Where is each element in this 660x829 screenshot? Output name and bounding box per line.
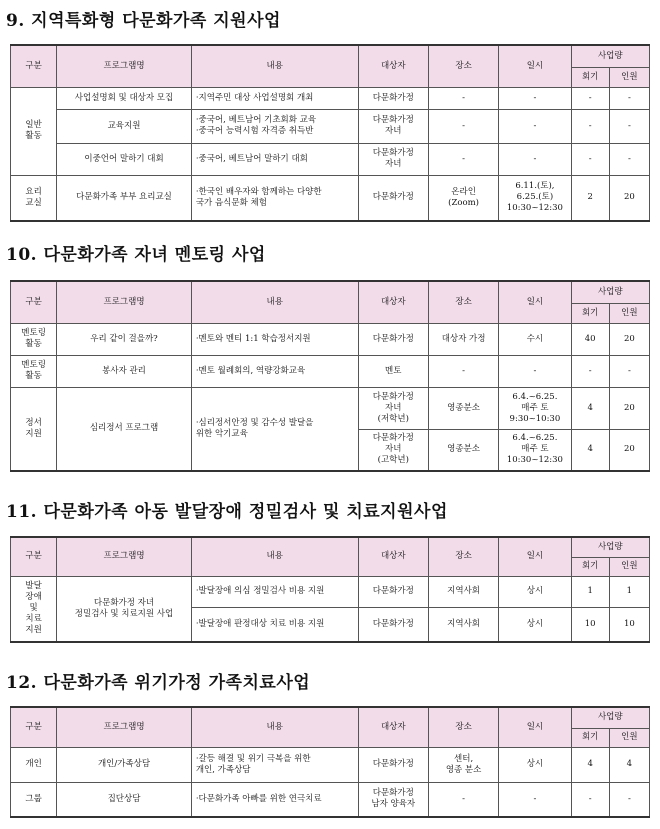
cell-place: 지역사회	[428, 607, 498, 642]
table-row	[11, 323, 650, 355]
cell-target: 멘토	[358, 355, 428, 387]
cell-cat: 멘토링 활동	[11, 323, 57, 355]
cell-content: ·멘토와 멘티 1:1 학습정서지원	[191, 323, 358, 355]
cell-target: 다문화가정	[358, 747, 428, 782]
cell-date: 6.4.~6.25. 매주 토 10:30~12:30	[499, 429, 571, 471]
cell-content: ·중국어, 베트남어 기초회화 교육 ·중국어 능력시험 자격증 취득반	[191, 109, 358, 143]
cell-sessions: -	[571, 87, 609, 109]
cell-prog: 봉사자 관리	[57, 355, 192, 387]
cell-content: ·지역주민 대상 사업설명회 개최	[191, 87, 358, 109]
cell-target: 다문화가정	[358, 576, 428, 607]
cell-people: 4	[609, 747, 649, 782]
cell-target: 다문화가정 자녀	[358, 143, 428, 175]
header-amount: 사업량	[571, 537, 649, 557]
cell-people: 1	[609, 576, 649, 607]
section-12-table	[10, 706, 650, 818]
header-date: 일시	[499, 537, 571, 576]
cell-people: 20	[609, 429, 649, 471]
cell-date: -	[499, 355, 571, 387]
cell-sessions: -	[571, 782, 609, 817]
header-prog: 프로그램명	[57, 45, 192, 87]
cell-prog: 우리 같이 걸을까?	[57, 323, 192, 355]
cell-place: 영종분소	[428, 387, 498, 429]
cell-people: 20	[609, 387, 649, 429]
cell-place: -	[428, 87, 498, 109]
cell-sessions: 4	[571, 747, 609, 782]
header-target: 대상자	[358, 707, 428, 747]
cell-prog: 다문화가족 부부 요리교실	[57, 175, 192, 221]
cell-target: 다문화가정 자녀 (고학년)	[358, 429, 428, 471]
header-place: 장소	[428, 45, 498, 87]
cell-sessions: 4	[571, 429, 609, 471]
header-content: 내용	[191, 537, 358, 576]
table-row	[11, 782, 650, 817]
cell-people: 10	[609, 607, 649, 642]
header-sessions: 회기	[571, 303, 609, 323]
cell-prog: 집단상담	[57, 782, 192, 817]
cell-date: 상시	[499, 576, 571, 607]
cell-place: 대상자 가정	[428, 323, 498, 355]
header-people: 인원	[609, 728, 649, 747]
header-cat: 구분	[11, 45, 57, 87]
cell-target: 다문화가정 남자 양육자	[358, 782, 428, 817]
section-9-table	[10, 44, 650, 222]
header-sessions: 회기	[571, 67, 609, 87]
cell-place: -	[428, 109, 498, 143]
section-12-title: 12. 다문화가족 위기가정 가족치료사업	[6, 673, 311, 693]
cell-content: ·다문화가족 아빠를 위한 연극치료	[191, 782, 358, 817]
cell-place: 센터, 영종 분소	[428, 747, 498, 782]
table-row	[11, 387, 650, 429]
cell-sessions: 2	[571, 175, 609, 221]
header-people: 인원	[609, 67, 649, 87]
cell-cat: 요리 교실	[11, 175, 57, 221]
cell-place: -	[428, 782, 498, 817]
cell-cat: 발달 장애 및 치료 지원	[11, 576, 57, 642]
cell-content: ·심리정서안정 및 감수성 발달을 위한 악기교육	[191, 387, 358, 471]
section-9-title: 9. 지역특화형 다문화가족 지원사업	[6, 11, 281, 31]
cell-prog: 교육지원	[57, 109, 192, 143]
cell-cat: 그룹	[11, 782, 57, 817]
header-prog: 프로그램명	[57, 537, 192, 576]
cell-prog: 심리정서 프로그램	[57, 387, 192, 471]
cell-cat: 개인	[11, 747, 57, 782]
table-row	[11, 109, 650, 143]
cell-people: -	[609, 355, 649, 387]
cell-date: -	[499, 109, 571, 143]
header-place: 장소	[428, 281, 498, 323]
cell-date: -	[499, 782, 571, 817]
cell-sessions: 40	[571, 323, 609, 355]
cell-people: -	[609, 782, 649, 817]
header-amount: 사업량	[571, 45, 649, 67]
cell-content: ·한국인 배우자와 함께하는 다양한 국가 음식문화 체험	[191, 175, 358, 221]
table-row	[11, 175, 650, 221]
table-row	[11, 355, 650, 387]
section-10-table	[10, 280, 650, 472]
table-row	[11, 747, 650, 782]
header-target: 대상자	[358, 537, 428, 576]
cell-target: 다문화가정 자녀 (저학년)	[358, 387, 428, 429]
header-amount: 사업량	[571, 707, 649, 728]
header-sessions: 회기	[571, 728, 609, 747]
cell-target: 다문화가정	[358, 323, 428, 355]
cell-place: 영종분소	[428, 429, 498, 471]
cell-sessions: -	[571, 143, 609, 175]
header-date: 일시	[499, 707, 571, 747]
cell-sessions: 4	[571, 387, 609, 429]
cell-people: -	[609, 87, 649, 109]
header-cat: 구분	[11, 537, 57, 576]
header-date: 일시	[499, 45, 571, 87]
cell-date: 상시	[499, 607, 571, 642]
cell-place: 지역사회	[428, 576, 498, 607]
cell-content: ·멘토 월례회의, 역량강화교육	[191, 355, 358, 387]
cell-content: ·갈등 해결 및 위기 극복을 위한 개인, 가족상담	[191, 747, 358, 782]
cell-content: ·발달장애 의심 정밀검사 비용 지원	[191, 576, 358, 607]
table-row	[11, 87, 650, 109]
cell-date: 6.4.~6.25. 매주 토 9:30~10:30	[499, 387, 571, 429]
header-target: 대상자	[358, 281, 428, 323]
cell-target: 다문화가정	[358, 607, 428, 642]
cell-sessions: -	[571, 355, 609, 387]
header-prog: 프로그램명	[57, 281, 192, 323]
header-content: 내용	[191, 707, 358, 747]
cell-people: 20	[609, 175, 649, 221]
header-people: 인원	[609, 557, 649, 576]
cell-date: -	[499, 87, 571, 109]
cell-people: -	[609, 143, 649, 175]
table-row	[11, 576, 650, 607]
cell-date: 6.11.(토), 6.25.(토) 10:30~12:30	[499, 175, 571, 221]
cell-people: -	[609, 109, 649, 143]
cell-prog: 사업설명회 및 대상자 모집	[57, 87, 192, 109]
cell-people: 20	[609, 323, 649, 355]
header-place: 장소	[428, 537, 498, 576]
cell-prog: 다문화가정 자녀 정밀검사 및 치료지원 사업	[57, 576, 192, 642]
cell-cat: 정서 지원	[11, 387, 57, 471]
header-sessions: 회기	[571, 557, 609, 576]
cell-place: 온라인 (Zoom)	[428, 175, 498, 221]
cell-content: ·발달장애 판정대상 치료 비용 지원	[191, 607, 358, 642]
header-content: 내용	[191, 281, 358, 323]
header-date: 일시	[499, 281, 571, 323]
cell-date: -	[499, 143, 571, 175]
header-target: 대상자	[358, 45, 428, 87]
header-cat: 구분	[11, 281, 57, 323]
header-content: 내용	[191, 45, 358, 87]
cell-prog: 개인/가족상담	[57, 747, 192, 782]
header-cat: 구분	[11, 707, 57, 747]
cell-sessions: 1	[571, 576, 609, 607]
header-amount: 사업량	[571, 281, 649, 303]
cell-content: ·중국어, 베트남어 말하기 대회	[191, 143, 358, 175]
cell-date: 상시	[499, 747, 571, 782]
section-11-table	[10, 536, 650, 643]
cell-sessions: 10	[571, 607, 609, 642]
section-11-title: 11. 다문화가족 아동 발달장애 정밀검사 및 치료지원사업	[6, 502, 448, 522]
cell-target: 다문화가정	[358, 175, 428, 221]
cell-date: 수시	[499, 323, 571, 355]
header-prog: 프로그램명	[57, 707, 192, 747]
cell-place: -	[428, 143, 498, 175]
cell-target: 다문화가정	[358, 87, 428, 109]
cell-place: -	[428, 355, 498, 387]
header-place: 장소	[428, 707, 498, 747]
cell-target: 다문화가정 자녀	[358, 109, 428, 143]
cell-cat: 일반 활동	[11, 87, 57, 175]
header-people: 인원	[609, 303, 649, 323]
section-10-title: 10. 다문화가족 자녀 멘토링 사업	[6, 245, 266, 265]
cell-sessions: -	[571, 109, 609, 143]
cell-prog: 이중언어 말하기 대회	[57, 143, 192, 175]
table-row	[11, 143, 650, 175]
cell-cat: 멘토링 활동	[11, 355, 57, 387]
